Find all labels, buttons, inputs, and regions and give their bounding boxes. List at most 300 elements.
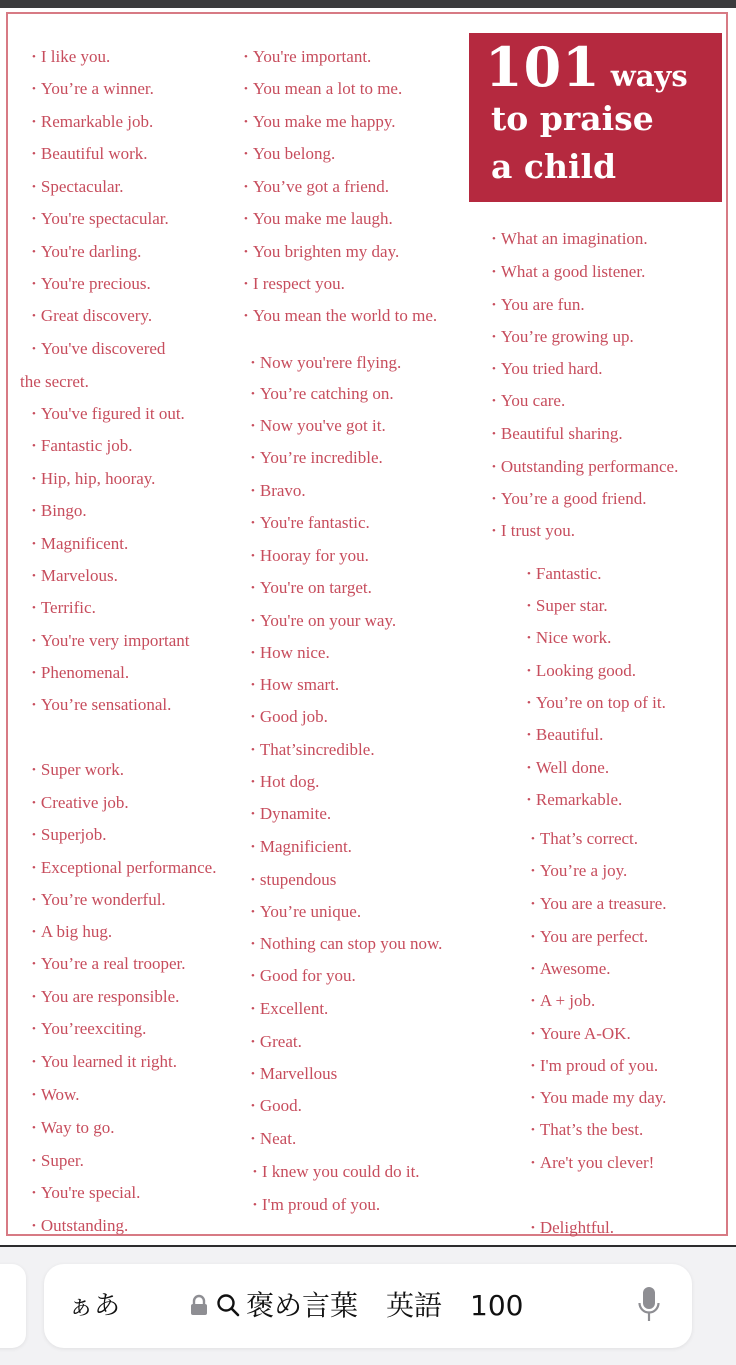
- praise-item: [531, 1056, 658, 1078]
- praise-text: What a good listener.: [500, 262, 646, 281]
- praise-text: You care.: [500, 391, 566, 410]
- praise-item: [32, 954, 185, 976]
- bullet-icon: •: [32, 602, 36, 614]
- praise-text: You made my day.: [539, 1088, 667, 1107]
- praise-text: Beautiful sharing.: [500, 424, 623, 443]
- praise-item: [251, 513, 370, 535]
- praise-item: [244, 274, 345, 296]
- bullet-icon: •: [244, 51, 248, 63]
- praise-text: Now you'rere flying.: [259, 353, 402, 372]
- bullet-icon: •: [251, 357, 255, 369]
- praise-text: Awesome.: [539, 959, 611, 978]
- bullet-icon: •: [32, 1023, 36, 1035]
- praise-item: [527, 790, 622, 812]
- praise-text: Youre A-OK.: [539, 1024, 631, 1043]
- praise-item: [32, 209, 169, 231]
- bullet-icon: •: [251, 1003, 255, 1015]
- praise-item: [32, 534, 128, 556]
- bullet-icon: •: [251, 1100, 255, 1112]
- bullet-icon: •: [527, 600, 531, 612]
- praise-text: You're spectacular.: [40, 209, 169, 228]
- bullet-icon: •: [32, 1220, 36, 1232]
- praise-text: Marvellous: [259, 1064, 338, 1083]
- praise-item: [244, 209, 393, 231]
- praise-text: Excellent.: [259, 999, 329, 1018]
- bullet-icon: •: [527, 632, 531, 644]
- praise-item: [251, 1032, 302, 1054]
- praise-item: [32, 760, 124, 782]
- praise-text: You make me laugh.: [252, 209, 393, 228]
- bullet-icon: •: [251, 452, 255, 464]
- bullet-icon: •: [251, 485, 255, 497]
- bullet-icon: •: [531, 865, 535, 877]
- bullet-icon: •: [32, 83, 36, 95]
- bullet-icon: •: [32, 148, 36, 160]
- praise-text: You are fun.: [500, 295, 585, 314]
- praise-text: Super.: [40, 1151, 84, 1170]
- praise-text: You’re sensational.: [40, 695, 172, 714]
- praise-item: [492, 262, 645, 284]
- praise-item: [492, 457, 678, 479]
- bullet-icon: •: [251, 420, 255, 432]
- praise-item: [253, 1162, 420, 1184]
- bullet-icon: •: [32, 958, 36, 970]
- bullet-icon: •: [32, 764, 36, 776]
- praise-item: [32, 306, 152, 328]
- praise-item: [20, 372, 89, 392]
- praise-item: [527, 564, 602, 586]
- bullet-icon: •: [32, 310, 36, 322]
- praise-item: [32, 339, 165, 361]
- praise-item: [492, 327, 634, 349]
- bullet-icon: •: [251, 906, 255, 918]
- praise-item: [527, 661, 636, 683]
- praise-text: Fantastic.: [535, 564, 602, 583]
- praise-text: You are a treasure.: [539, 894, 667, 913]
- praise-text: Way to go.: [40, 1118, 115, 1137]
- title-line-3: a child: [491, 147, 617, 186]
- bullet-icon: •: [251, 874, 255, 886]
- praise-text: You’re catching on.: [259, 384, 394, 403]
- praise-text: Exceptional performance.: [40, 858, 217, 877]
- praise-item: [492, 359, 603, 381]
- praise-text: Nothing can stop you now.: [259, 934, 443, 953]
- praise-item: [251, 707, 328, 729]
- bullet-icon: •: [244, 181, 248, 193]
- bullet-icon: •: [244, 310, 248, 322]
- praise-text: You're precious.: [40, 274, 151, 293]
- praise-item: [251, 481, 306, 503]
- bullet-icon: •: [32, 538, 36, 550]
- praise-text: Terrific.: [40, 598, 96, 617]
- praise-text: You’ve got a friend.: [252, 177, 390, 196]
- praise-item: [32, 1019, 146, 1041]
- praise-item: [244, 112, 395, 134]
- praise-item: [244, 306, 437, 328]
- bullet-icon: •: [32, 408, 36, 420]
- praise-text: You're darling.: [40, 242, 142, 261]
- praise-item: [32, 858, 216, 880]
- praise-text: You are responsible.: [40, 987, 180, 1006]
- bullet-icon: •: [251, 1068, 255, 1080]
- praise-item: [531, 1120, 643, 1142]
- praise-item: [531, 861, 627, 883]
- bullet-icon: •: [531, 1124, 535, 1136]
- bullet-icon: •: [32, 505, 36, 517]
- praise-item: [251, 611, 396, 633]
- praise-text: You mean a lot to me.: [252, 79, 403, 98]
- praise-text: You're fantastic.: [259, 513, 370, 532]
- praise-item: [244, 177, 389, 199]
- praise-item: [32, 566, 118, 588]
- page-divider: [0, 1245, 736, 1247]
- bullet-icon: •: [251, 550, 255, 562]
- bullet-icon: •: [32, 699, 36, 711]
- praise-item: [251, 578, 372, 600]
- praise-item: [32, 274, 151, 296]
- praise-item: [32, 631, 190, 653]
- praise-text: You learned it right.: [40, 1052, 178, 1071]
- praise-text: I'm proud of you.: [261, 1195, 381, 1214]
- praise-item: [492, 489, 646, 511]
- bullet-icon: •: [251, 582, 255, 594]
- praise-item: [32, 436, 132, 458]
- bullet-icon: •: [32, 991, 36, 1003]
- bullet-icon: •: [32, 797, 36, 809]
- praise-text: Looking good.: [535, 661, 636, 680]
- praise-item: [32, 79, 154, 101]
- praise-item: [32, 1151, 84, 1173]
- bullet-icon: •: [32, 343, 36, 355]
- bullet-icon: •: [251, 744, 255, 756]
- bullet-icon: •: [527, 794, 531, 806]
- top-strip: [0, 0, 736, 8]
- praise-item: [32, 663, 129, 685]
- praise-text: You're very important: [40, 631, 190, 650]
- bullet-icon: •: [32, 1187, 36, 1199]
- bullet-icon: •: [32, 116, 36, 128]
- search-icon: [216, 1293, 240, 1317]
- bullet-icon: •: [531, 1157, 535, 1169]
- lock-icon: [190, 1294, 208, 1316]
- praise-item: [32, 242, 141, 264]
- bullet-icon: •: [251, 938, 255, 950]
- bullet-icon: •: [251, 711, 255, 723]
- praise-text: Great.: [259, 1032, 302, 1051]
- praise-item: [251, 416, 386, 438]
- bullet-icon: •: [32, 440, 36, 452]
- praise-text: Neat.: [259, 1129, 297, 1148]
- bullet-icon: •: [251, 679, 255, 691]
- praise-item: [244, 47, 371, 69]
- bullet-icon: •: [32, 570, 36, 582]
- bullet-icon: •: [32, 181, 36, 193]
- bullet-icon: •: [251, 1133, 255, 1145]
- bullet-icon: •: [531, 931, 535, 943]
- praise-text: Remarkable job.: [40, 112, 154, 131]
- microphone-icon[interactable]: [638, 1286, 660, 1324]
- bullet-icon: •: [32, 1056, 36, 1068]
- praise-text: You’re a good friend.: [500, 489, 647, 508]
- praise-item: [492, 229, 648, 251]
- bullet-icon: •: [527, 568, 531, 580]
- praise-text: A + job.: [539, 991, 596, 1010]
- bullet-icon: •: [253, 1166, 257, 1178]
- praise-text: Super star.: [535, 596, 608, 615]
- bullet-icon: •: [244, 116, 248, 128]
- bullet-icon: •: [531, 1028, 535, 1040]
- praise-text: Good.: [259, 1096, 302, 1115]
- praise-item: [531, 1218, 614, 1240]
- praise-text: How nice.: [259, 643, 330, 662]
- praise-item: [251, 1096, 302, 1118]
- bullet-icon: •: [492, 233, 496, 245]
- praise-text: You're on your way.: [259, 611, 397, 630]
- bullet-icon: •: [244, 246, 248, 258]
- bullet-icon: •: [492, 395, 496, 407]
- bullet-icon: •: [244, 83, 248, 95]
- bullet-icon: •: [492, 266, 496, 278]
- bullet-icon: •: [32, 894, 36, 906]
- praise-text: Nice work.: [535, 628, 612, 647]
- praise-text: You’re a joy.: [539, 861, 628, 880]
- bullet-icon: •: [527, 697, 531, 709]
- praise-item: [251, 999, 328, 1021]
- praise-item: [251, 902, 361, 924]
- address-search-bar[interactable]: [44, 1264, 692, 1348]
- praise-text: You tried hard.: [500, 359, 603, 378]
- praise-text: Marvelous.: [40, 566, 118, 585]
- praise-item: [527, 725, 603, 747]
- bullet-icon: •: [527, 762, 531, 774]
- praise-text: Are't you clever!: [539, 1153, 655, 1172]
- bullet-icon: •: [527, 665, 531, 677]
- bullet-icon: •: [32, 635, 36, 647]
- praise-item: [251, 772, 319, 794]
- bullet-icon: •: [32, 1089, 36, 1101]
- praise-item: [251, 643, 330, 665]
- bullet-icon: •: [492, 493, 496, 505]
- praise-item: [527, 693, 666, 715]
- praise-text: I trust you.: [500, 521, 575, 540]
- praise-item: [32, 1118, 115, 1140]
- bullet-icon: •: [492, 331, 496, 343]
- praise-text: You belong.: [252, 144, 336, 163]
- bullet-icon: •: [253, 1199, 257, 1211]
- praise-text: You’re incredible.: [259, 448, 383, 467]
- praise-text: You mean the world to me.: [252, 306, 438, 325]
- praise-item: [32, 825, 107, 847]
- praise-text: Hooray for you.: [259, 546, 369, 565]
- praise-item: [531, 1024, 631, 1046]
- praise-text: You are perfect.: [539, 927, 649, 946]
- poster-title: [469, 33, 722, 202]
- praise-item: [527, 628, 611, 650]
- praise-item: [251, 966, 356, 988]
- praise-item: [531, 829, 638, 851]
- praise-item: [531, 1088, 666, 1110]
- praise-text: You're on target.: [259, 578, 372, 597]
- praise-item: [251, 1129, 296, 1151]
- praise-text: You make me happy.: [252, 112, 396, 131]
- bullet-icon: •: [244, 278, 248, 290]
- praise-item: [32, 1052, 177, 1074]
- praise-item: [32, 469, 155, 491]
- page-settings-button[interactable]: ぁあ: [68, 1291, 121, 1321]
- bullet-icon: •: [32, 473, 36, 485]
- title-line-2: to praise: [491, 99, 654, 138]
- bullet-icon: •: [32, 51, 36, 63]
- title-ways: ways: [610, 59, 688, 93]
- bullet-icon: •: [32, 1122, 36, 1134]
- praise-item: [251, 448, 383, 470]
- praise-text: I respect you.: [252, 274, 345, 293]
- praise-text: You're important.: [252, 47, 372, 66]
- praise-item: [32, 1085, 79, 1107]
- bullet-icon: •: [492, 428, 496, 440]
- praise-text: Superjob.: [40, 825, 107, 844]
- bullet-icon: •: [32, 278, 36, 290]
- bullet-icon: •: [531, 1060, 535, 1072]
- praise-text: That’s correct.: [539, 829, 639, 848]
- praise-text: Now you've got it.: [259, 416, 386, 435]
- praise-item: [251, 740, 375, 762]
- praise-item: [531, 991, 595, 1013]
- praise-text: Hip, hip, hooray.: [40, 469, 156, 488]
- praise-text: You've discovered: [40, 339, 166, 358]
- praise-text: You’reexciting.: [40, 1019, 147, 1038]
- praise-item: [531, 927, 648, 949]
- tab-stub[interactable]: [0, 1264, 26, 1348]
- bullet-icon: •: [531, 995, 535, 1007]
- praise-item: [492, 295, 585, 317]
- praise-text: I'm proud of you.: [539, 1056, 659, 1075]
- bullet-icon: •: [527, 729, 531, 741]
- praise-text: Delightful.: [539, 1218, 614, 1237]
- praise-item: [32, 890, 166, 912]
- praise-item: [531, 1153, 654, 1175]
- praise-item: [251, 353, 401, 375]
- praise-item: [251, 804, 331, 826]
- bullet-icon: •: [32, 1155, 36, 1167]
- praise-text: How smart.: [259, 675, 340, 694]
- praise-item: [32, 47, 110, 69]
- bullet-icon: •: [492, 299, 496, 311]
- praise-text: Great discovery.: [40, 306, 153, 325]
- praise-text: Fantastic job.: [40, 436, 133, 455]
- praise-text: Spectacular.: [40, 177, 124, 196]
- praise-text: A big hug.: [40, 922, 113, 941]
- praise-text: Super work.: [40, 760, 124, 779]
- praise-item: [32, 404, 185, 426]
- praise-item: [32, 793, 129, 815]
- title-number: 101: [485, 35, 601, 99]
- praise-item: [492, 521, 575, 543]
- bullet-icon: •: [32, 213, 36, 225]
- praise-text: You’re growing up.: [500, 327, 634, 346]
- praise-text: What an imagination.: [500, 229, 648, 248]
- praise-item: [492, 391, 565, 413]
- praise-text: Beautiful.: [535, 725, 604, 744]
- praise-item: [32, 1183, 140, 1205]
- praise-text: the secret.: [20, 372, 89, 391]
- bullet-icon: •: [251, 388, 255, 400]
- search-query-text[interactable]: 褒め言葉 英語 100: [246, 1289, 524, 1322]
- praise-text: Good job.: [259, 707, 328, 726]
- bullet-icon: •: [531, 1222, 535, 1234]
- praise-item: [32, 501, 87, 523]
- bullet-icon: •: [492, 461, 496, 473]
- praise-text: stupendous: [259, 870, 337, 889]
- bullet-icon: •: [531, 1092, 535, 1104]
- praise-text: You’re a real trooper.: [40, 954, 186, 973]
- praise-text: That’s the best.: [539, 1120, 644, 1139]
- praise-item: [492, 424, 623, 446]
- praise-item: [531, 894, 667, 916]
- praise-item: [251, 1064, 337, 1086]
- praise-item: [32, 144, 148, 166]
- praise-item: [32, 112, 153, 134]
- praise-text: Magnificient.: [259, 837, 352, 856]
- praise-text: Phenomenal.: [40, 663, 130, 682]
- praise-text: You've figured it out.: [40, 404, 185, 423]
- praise-item: [244, 144, 335, 166]
- praise-item: [253, 1195, 380, 1217]
- praise-text: You're special.: [40, 1183, 141, 1202]
- praise-item: [251, 870, 336, 892]
- praise-item: [32, 987, 179, 1009]
- praise-text: Creative job.: [40, 793, 129, 812]
- praise-item: [32, 922, 112, 944]
- praise-text: Magnificent.: [40, 534, 129, 553]
- praise-text: Hot dog.: [259, 772, 320, 791]
- bullet-icon: •: [32, 926, 36, 938]
- bullet-icon: •: [492, 525, 496, 537]
- praise-text: You’re wonderful.: [40, 890, 166, 909]
- praise-text: You brighten my day.: [252, 242, 400, 261]
- bullet-icon: •: [531, 833, 535, 845]
- praise-item: [32, 177, 123, 199]
- praise-item: [531, 959, 611, 981]
- praise-item: [244, 79, 402, 101]
- praise-item: [32, 1216, 128, 1238]
- praise-item: [32, 598, 96, 620]
- praise-text: I like you.: [40, 47, 111, 66]
- bullet-icon: •: [244, 148, 248, 160]
- bullet-icon: •: [32, 667, 36, 679]
- praise-item: [251, 384, 394, 406]
- bullet-icon: •: [531, 898, 535, 910]
- bullet-icon: •: [251, 970, 255, 982]
- praise-text: Dynamite.: [259, 804, 332, 823]
- praise-item: [244, 242, 399, 264]
- praise-text: You’re on top of it.: [535, 693, 666, 712]
- praise-text: Bravo.: [259, 481, 306, 500]
- praise-item: [251, 837, 352, 859]
- praise-text: I knew you could do it.: [261, 1162, 420, 1181]
- praise-item: [251, 546, 369, 568]
- praise-text: You’re unique.: [259, 902, 362, 921]
- praise-item: [32, 695, 171, 717]
- bullet-icon: •: [251, 647, 255, 659]
- bullet-icon: •: [251, 615, 255, 627]
- bullet-icon: •: [251, 841, 255, 853]
- praise-item: [251, 675, 339, 697]
- bullet-icon: •: [251, 808, 255, 820]
- praise-text: Bingo.: [40, 501, 87, 520]
- praise-text: Wow.: [40, 1085, 80, 1104]
- praise-text: That’sincredible.: [259, 740, 375, 759]
